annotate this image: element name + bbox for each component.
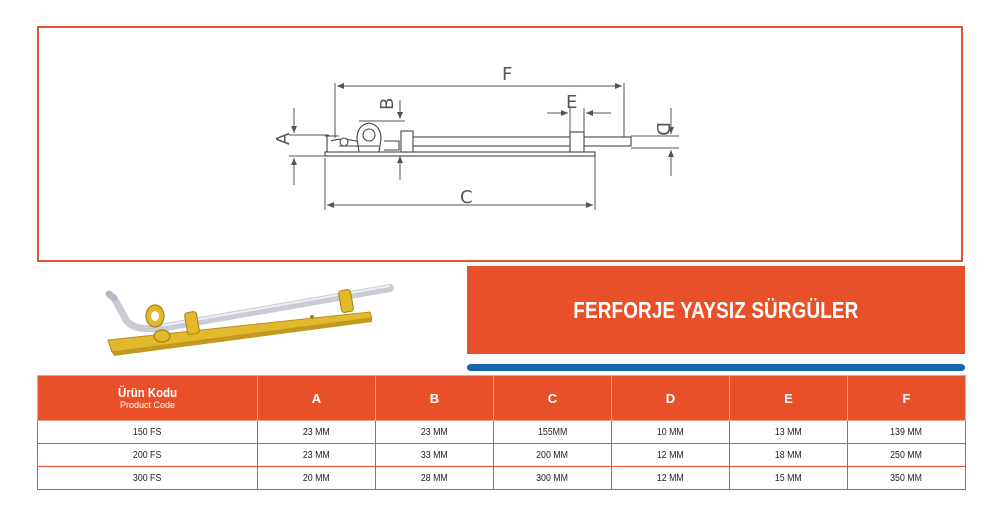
cell-f bbox=[848, 421, 966, 444]
cell-text: 250 MM bbox=[890, 449, 923, 461]
cell-text: 18 MM bbox=[775, 449, 802, 461]
table-row bbox=[38, 421, 966, 444]
cell-b bbox=[376, 444, 494, 467]
page-title: FERFORJE YAYSIZ SÜRGÜLER bbox=[573, 296, 859, 323]
header-d: D bbox=[612, 376, 730, 421]
header-f: F bbox=[848, 376, 966, 421]
header-code-tr: Ürün Kodu bbox=[117, 385, 178, 400]
row-code bbox=[38, 467, 258, 490]
dim-label-f: F bbox=[502, 64, 513, 85]
cell-c bbox=[494, 444, 612, 467]
cell-text: 200 FS bbox=[133, 449, 162, 461]
cell-b bbox=[376, 467, 494, 490]
cell-text: 15 MM bbox=[775, 472, 802, 484]
cell-text: 300 MM bbox=[536, 472, 569, 484]
header-b: B bbox=[376, 376, 494, 421]
divider-line bbox=[467, 364, 965, 371]
spec-table bbox=[37, 375, 966, 490]
header-product-code bbox=[38, 376, 258, 421]
cell-text: 139 MM bbox=[890, 426, 923, 438]
cell-text: 10 MM bbox=[657, 426, 684, 438]
cell-c bbox=[494, 467, 612, 490]
cell-text: 300 FS bbox=[133, 472, 162, 484]
cell-text: 12 MM bbox=[657, 449, 684, 461]
cell-e bbox=[730, 421, 848, 444]
cell-c bbox=[494, 421, 612, 444]
header-a: A bbox=[258, 376, 376, 421]
cell-text: 20 MM bbox=[303, 472, 330, 484]
cell-text: 150 FS bbox=[133, 426, 162, 438]
cell-b bbox=[376, 421, 494, 444]
row-code bbox=[38, 421, 258, 444]
dim-label-a: A bbox=[273, 132, 294, 145]
cell-text: 200 MM bbox=[536, 449, 569, 461]
cell-e bbox=[730, 444, 848, 467]
cell-e bbox=[730, 467, 848, 490]
cell-a bbox=[258, 444, 376, 467]
cell-text: 350 MM bbox=[890, 472, 923, 484]
cell-text: 28 MM bbox=[421, 472, 448, 484]
cell-f bbox=[848, 467, 966, 490]
dim-label-e: E bbox=[566, 92, 578, 113]
dim-label-d: D bbox=[652, 122, 673, 136]
cell-a bbox=[258, 421, 376, 444]
cell-text: 23 MM bbox=[303, 449, 330, 461]
header-code-en: Product Code bbox=[119, 400, 176, 410]
title-banner bbox=[467, 266, 965, 354]
dim-label-b: B bbox=[377, 97, 398, 110]
header-c: C bbox=[494, 376, 612, 421]
cell-f bbox=[848, 444, 966, 467]
cell-a bbox=[258, 467, 376, 490]
technical-drawing-frame bbox=[37, 26, 963, 262]
cell-text: 23 MM bbox=[421, 426, 448, 438]
table-row bbox=[38, 467, 966, 490]
cell-d bbox=[612, 421, 730, 444]
cell-text: 33 MM bbox=[421, 449, 448, 461]
technical-drawing bbox=[39, 28, 965, 264]
cell-text: 12 MM bbox=[657, 472, 684, 484]
cell-d bbox=[612, 467, 730, 490]
table-header-row bbox=[38, 376, 966, 421]
dim-label-c: C bbox=[460, 187, 473, 208]
row-code bbox=[38, 444, 258, 467]
gold-bolt-latch-photo-icon bbox=[100, 282, 400, 362]
cell-d bbox=[612, 444, 730, 467]
cell-text: 155MM bbox=[537, 426, 568, 438]
product-photo bbox=[100, 282, 400, 362]
table-row bbox=[38, 444, 966, 467]
cell-text: 23 MM bbox=[303, 426, 330, 438]
header-e: E bbox=[730, 376, 848, 421]
cell-text: 13 MM bbox=[775, 426, 802, 438]
